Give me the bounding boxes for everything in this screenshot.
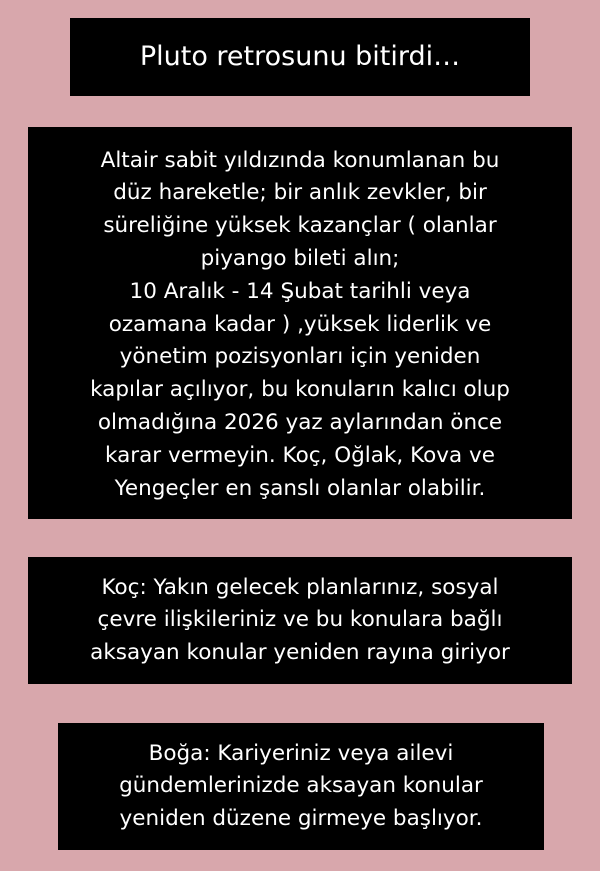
koc-box [28, 557, 572, 684]
intro-text: Altair sabit yıldızında konumlanan bu düz hareketle; bir anlık zevkler, bir süreliğine yüksek kazançlar ( olanlar piyango bileti alın; 10 Aralık - 14 Şubat tarihli veya ozamana kadar ) ,yüksek liderlik ve yönetim pozisyonları için yeniden kapılar açılıyor, bu konuların kalıcı olup olmadığına 2026 yaz aylarından önce karar vermeyin. Koç, Oğlak, Kova ve Yengeçler en şanslı olanlar olabilir. [90, 147, 510, 501]
boga-text: Boğa: Kariyeriniz veya ailevi gündemlerinizde aksayan konular yeniden düzene girmeye başlıyor. [119, 740, 483, 831]
boga-box [58, 723, 544, 850]
koc-text: Koç: Yakın gelecek planlarınız, sosyal çevre ilişkileriniz ve bu konulara bağlı aksayan konular yeniden rayına giriyor [90, 574, 510, 665]
intro-box [28, 127, 572, 519]
title-box [70, 18, 530, 96]
title-text: Pluto retrosunu bitirdi… [139, 41, 461, 72]
